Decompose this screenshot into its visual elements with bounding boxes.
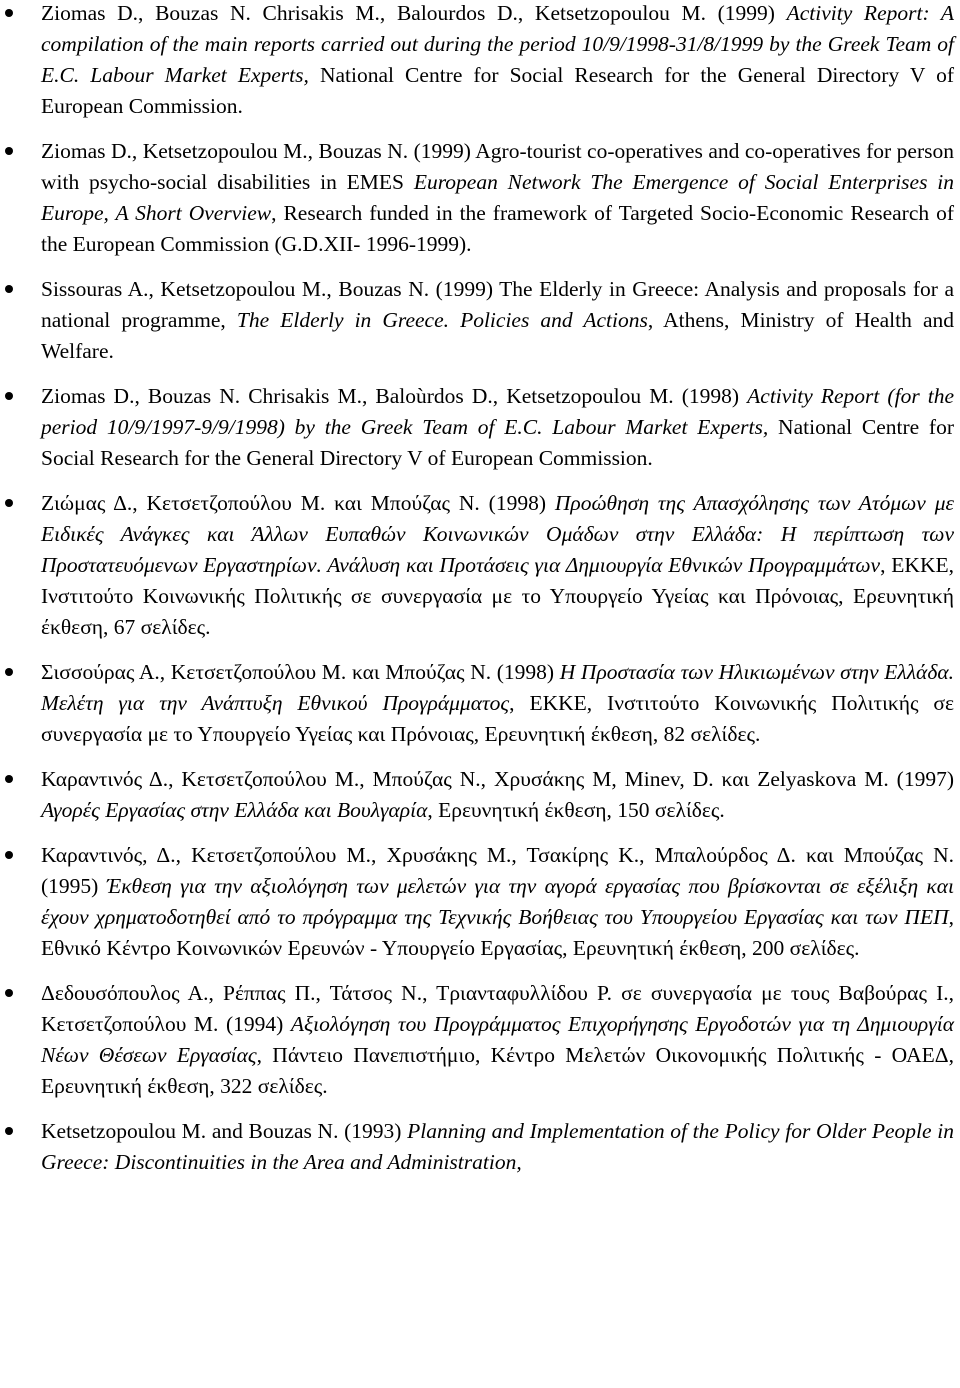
reference-item [0, 136, 954, 260]
reference-title: Αγορές Εργασίας στην Ελλάδα και Βουλγαρία [41, 798, 428, 822]
bullet-icon [5, 285, 13, 293]
reference-text [41, 274, 954, 367]
reference-title: Έκθεση για την αξιολόγηση των μελετών για την αγορά εργασίας που βρίσκονται σε εξέλιξη και έχουν χρηματοδοτηθεί από το πρόγραμμα της Τεχνικής Βοήθειας του Υπουργείου Εργασίας και των ΠΕΠ [41, 874, 954, 929]
reference-segment: , ΕΚΚΕ, Ινστιτούτο Κοινωνικής Πολιτικής σε συνεργασία με το Υπουργείο Υγείας και Πρόνοιας, Ερευνητική έκθεση, 67 σελίδες. [41, 553, 954, 639]
reference-title: Προώθηση της Απασχόλησης των Ατόμων με Ειδικές Ανάγκες και Άλλων Ευπαθών Κοινωνικών Ομάδων στην Ελλάδα: Η περίπτωση των Προστατευόμενων Εργαστηρίων. Ανάλυση και Προτάσεις για Δημιουργία Εθνικών Προγραμμάτων [41, 491, 954, 577]
reference-item [0, 840, 954, 964]
reference-text [41, 136, 954, 260]
bullet-icon [5, 775, 13, 783]
reference-item [0, 657, 954, 750]
reference-text [41, 657, 954, 750]
bullet-icon [5, 9, 13, 17]
reference-segment: , ΕΚΚΕ, Ινστιτούτο Κοινωνικής Πολιτικής σε συνεργασία με το Υπουργείο Υγείας και Πρόνοιας, Ερευνητική έκθεση, 82 σελίδες. [41, 691, 954, 746]
bullet-icon [5, 668, 13, 676]
reference-text [41, 0, 954, 122]
reference-item [0, 274, 954, 367]
reference-item [0, 978, 954, 1102]
reference-title: European Network The Emergence of Social Enterprises in Europe, A Short Overview [41, 170, 954, 225]
reference-segment: Καραντινός Δ., Κετσετζοπούλου Μ., Μπούζας Ν., Χρυσάκης Μ, Minev, D. και Zelyaskova M. (1997) [41, 767, 954, 791]
reference-segment: Sissouras A., Ketsetzopoulou M., Bouzas N. (1999) The Elderly in Greece: Analysis and proposals for a national programme, [41, 277, 954, 332]
reference-title: Η Προστασία των Ηλικιωμένων στην Ελλάδα. Μελέτη για την Ανάπτυξη Εθνικού Προγράμματος [41, 660, 954, 715]
bullet-icon [5, 392, 13, 400]
reference-segment: , Research funded in the framework of Targeted Socio-Economic Research of the European Commission (G.D.XII- 1996-1999). [41, 201, 954, 256]
reference-segment: National Centre for Social Research for the General Directory V of European Commission. [41, 415, 954, 470]
reference-text [41, 381, 954, 474]
reference-segment: National Centre for Social Research for the General Directory V of European Commission. [41, 63, 954, 118]
reference-segment: , Εθνικό Κέντρο Κοινωνικών Ερευνών - Υπουργείο Εργασίας, Ερευνητική έκθεση, 200 σελίδες. [41, 905, 954, 960]
reference-title: Αξιολόγηση του Προγράμματος Επιχορήγησης Εργοδοτών για τη Δημιουργία Νέων Θέσεων Εργασίας [41, 1012, 954, 1067]
reference-segment: , Athens, Ministry of Health and Welfare. [41, 308, 954, 363]
reference-title: Planning and Implementation of the Policy for Older People in Greece: Discontinuities in the Area and Administration, [41, 1119, 954, 1174]
reference-text [41, 764, 954, 826]
reference-text [41, 488, 954, 643]
reference-title: Activity Report (for the period 10/9/1997-9/9/1998) by the Greek Team of E.C. Labour Market Experts, [41, 384, 955, 439]
reference-segment: Δεδουσόπουλος Α., Ρέππας Π., Τάτσος Ν., Τριανταφυλλίδου Ρ. σε συνεργασία με τους Βαβούρας Ι., Κετσετζοπούλου Μ. (1994) [41, 981, 954, 1036]
reference-text [41, 840, 954, 964]
reference-item [0, 488, 954, 643]
bullet-icon [5, 499, 13, 507]
reference-title: Activity Report: A compilation of the main reports carried out during the period 10/9/1998-31/8/1999 by the Greek Team of E.C. Labour Market Experts, [41, 1, 955, 87]
reference-segment: , Ερευνητική έκθεση, 150 σελίδες. [427, 798, 725, 822]
reference-segment: Ziomas D., Ketsetzopoulou M., Bouzas N. (1999) Agro-tourist co-operatives and co-operatives for person with psycho-social disabilities in EMES [41, 139, 954, 194]
reference-segment: Ziomas D., Bouzas N. Chrisakis M., Baloùrdos D., Ketsetzopoulou M. (1998) [41, 384, 748, 408]
bullet-icon [5, 1127, 13, 1135]
reference-item [0, 0, 954, 122]
reference-text [41, 978, 954, 1102]
bullet-icon [5, 147, 13, 155]
reference-item [0, 1116, 954, 1178]
reference-segment: Ζιώμας Δ., Κετσετζοπούλου Μ. και Μπούζας Ν. (1998) [41, 491, 555, 515]
reference-title: The Elderly in Greece. Policies and Actions [236, 308, 648, 332]
reference-segment: Ziomas D., Bouzas N. Chrisakis M., Balourdos D., Ketsetzopoulou M. (1999) [41, 1, 787, 25]
reference-text [41, 1116, 954, 1178]
bullet-icon [5, 851, 13, 859]
reference-item [0, 764, 954, 826]
reference-segment: Σισσούρας Α., Κετσετζοπούλου Μ. και Μπούζας Ν. (1998) [41, 660, 560, 684]
bullet-icon [5, 989, 13, 997]
reference-segment: Καραντινός, Δ., Κετσετζοπούλου Μ., Χρυσάκης Μ., Τσακίρης Κ., Μπαλούρδος Δ. και Μπούζας Ν. (1995) [41, 843, 954, 898]
reference-item [0, 381, 954, 474]
reference-segment: Ketsetzopoulou M. and Bouzas N. (1993) [41, 1119, 408, 1143]
reference-segment: , Πάντειο Πανεπιστήμιο, Κέντρο Μελετών Οικονομικής Πολιτικής - ΟΑΕΔ, Ερευνητική έκθεση, 322 σελίδες. [41, 1043, 954, 1098]
